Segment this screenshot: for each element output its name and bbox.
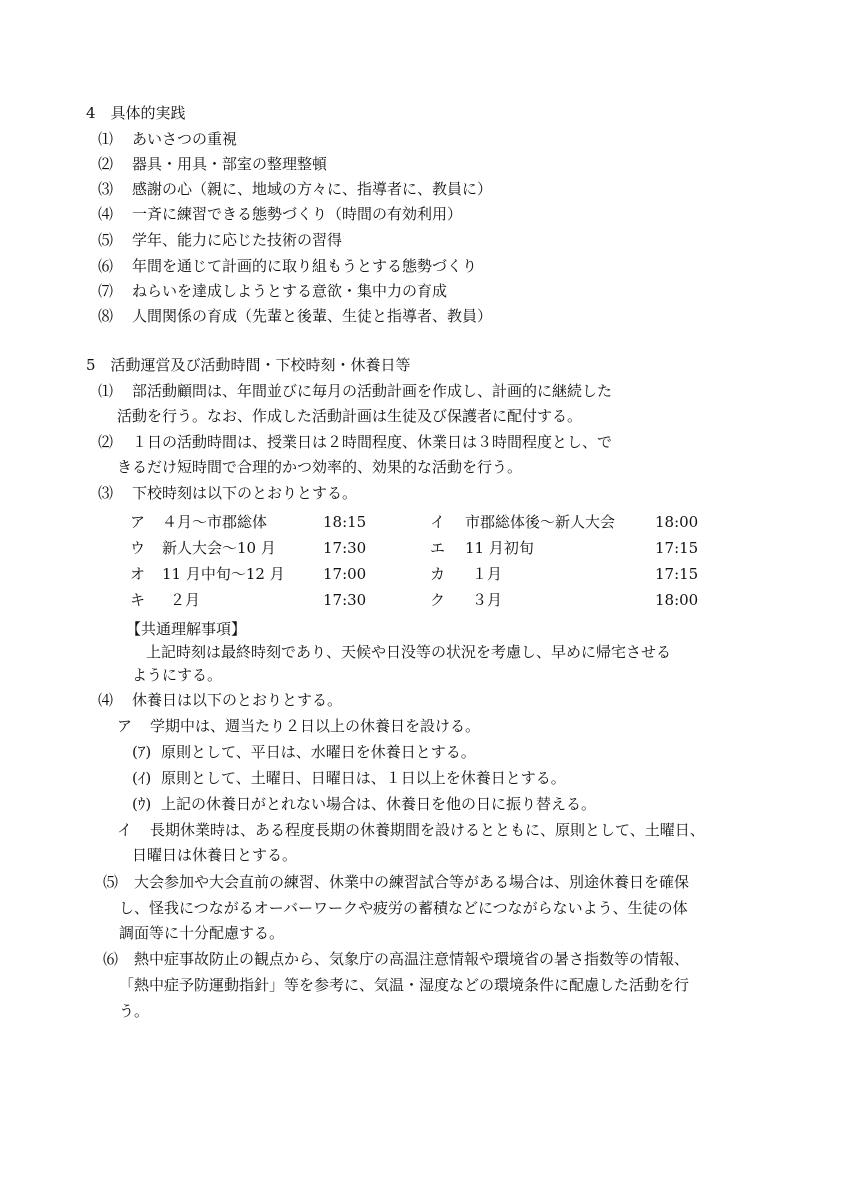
list-item-number: ⑵ (98, 155, 114, 173)
item-text: 学期中は、週当たり２日以上の休養日を設ける。 (150, 717, 481, 735)
schedule-label: ア (130, 513, 146, 531)
schedule-period: １月 (472, 565, 503, 583)
list-item: 年間を通じて計画的に取り組もうとする態勢づくり (132, 257, 478, 275)
item-label: ア (117, 717, 133, 735)
schedule-label: キ (130, 591, 146, 609)
paragraph-text: 「熱中症予防運動指針」等を参考に、気温・湿度などの環境条件に配慮した活動を行 (119, 976, 690, 994)
list-item: 人間関係の育成（先輩と後輩、生徒と指導者、教員） (132, 307, 493, 325)
note-title: 【共通理解事項】 (126, 620, 247, 638)
list-item: 器具・用具・部室の整理整頓 (132, 155, 328, 173)
list-item: あいさつの重視 (132, 130, 238, 148)
schedule-label: オ (130, 565, 146, 583)
item-text: 日曜日は休養日とする。 (132, 846, 298, 864)
schedule-time: 17:15 (655, 539, 699, 557)
sub-item-number: (ｱ) (132, 743, 152, 761)
paragraph-number: ⑷ (98, 691, 114, 709)
schedule-label: ク (430, 591, 446, 609)
schedule-time: 18:00 (655, 513, 699, 531)
schedule-time: 17:30 (323, 539, 367, 557)
schedule-period: 新人大会～10 月 (162, 539, 276, 557)
paragraph-number: ⑵ (98, 433, 114, 451)
paragraph-text: きるだけ短時間で合理的かつ効率的、効果的な活動を行う。 (117, 458, 523, 476)
paragraph-text: 活動を行う。なお、作成した活動計画は生徒及び保護者に配付する。 (117, 407, 583, 425)
list-item-number: ⑹ (98, 257, 114, 275)
sub-item-text: 原則として、平日は、水曜日を休養日とする。 (161, 743, 476, 761)
sub-item-number: (ｲ) (132, 769, 152, 787)
schedule-period: 市郡総体後～新人大会 (465, 513, 616, 531)
item-text: 長期休業時は、ある程度長期の休養期間を設けるとともに、原則として、土曜日、 (150, 821, 705, 839)
schedule-label: ウ (130, 539, 146, 557)
paragraph-text: う。 (119, 1002, 150, 1020)
schedule-period: ４月～市郡総体 (162, 513, 268, 531)
section4-heading: 4 具体的実践 (86, 104, 186, 122)
section5-heading: 5 活動運営及び活動時間・下校時刻・休養日等 (86, 356, 411, 374)
list-item-number: ⑷ (98, 205, 114, 223)
list-item-number: ⑸ (98, 231, 114, 249)
schedule-period: 11 月初旬 (465, 539, 534, 557)
schedule-period: 11 月中旬～12 月 (162, 565, 285, 583)
paragraph-text: 部活動顧問は、年間並びに毎月の活動計画を作成し、計画的に継続した (132, 382, 613, 400)
schedule-label: エ (430, 539, 446, 557)
schedule-time: 17:30 (323, 591, 367, 609)
list-item: 感謝の心（親に、地域の方々に、指導者に、教員に） (132, 180, 493, 198)
item-label: イ (117, 821, 133, 839)
sub-item-text: 原則として、土曜日、日曜日は、１日以上を休養日とする。 (161, 769, 566, 787)
sub-item-number: (ｳ) (132, 795, 152, 813)
note-text: ようにする。 (132, 666, 223, 684)
paragraph-text: 下校時刻は以下のとおりとする。 (132, 484, 358, 502)
schedule-label: イ (430, 513, 446, 531)
paragraph-text: 調面等に十分配慮する。 (119, 924, 285, 942)
paragraph-text: 熱中症事故防止の観点から、気象庁の高温注意情報や環境省の暑さ指数等の情報、 (134, 950, 690, 968)
paragraph-text: 大会参加や大会直前の練習、休業中の練習試合等がある場合は、別途休養日を確保 (134, 873, 690, 891)
list-item-number: ⑻ (98, 307, 114, 325)
list-item-number: ⑶ (98, 180, 114, 198)
list-item-number: ⑺ (98, 282, 114, 300)
schedule-time: 18:15 (323, 513, 367, 531)
list-item: ねらいを達成しようとする意欲・集中力の育成 (132, 282, 448, 300)
paragraph-number: ⑸ (103, 873, 119, 891)
note-text: 上記時刻は最終時刻であり、天候や日没等の状況を考慮し、早めに帰宅させる (146, 643, 672, 661)
schedule-time: 17:15 (655, 565, 699, 583)
list-item: 学年、能力に応じた技術の習得 (132, 231, 343, 249)
schedule-label: カ (430, 565, 446, 583)
sub-item-text: 上記の休養日がとれない場合は、休養日を他の日に振り替える。 (161, 795, 597, 813)
paragraph-text: 休養日は以下のとおりとする。 (132, 691, 343, 709)
paragraph-number: ⑴ (98, 382, 114, 400)
list-item-number: ⑴ (98, 130, 114, 148)
paragraph-text: し、怪我につながるオーバーワークや疲労の蓄積などにつながらないよう、生徒の体 (119, 899, 688, 917)
paragraph-number: ⑶ (98, 484, 114, 502)
schedule-period: ２月 (170, 591, 201, 609)
schedule-time: 18:00 (655, 591, 699, 609)
paragraph-number: ⑹ (103, 950, 119, 968)
schedule-period: ３月 (472, 591, 503, 609)
schedule-time: 17:00 (323, 565, 367, 583)
paragraph-text: １日の活動時間は、授業日は２時間程度、休業日は３時間程度とし、で (132, 433, 613, 451)
list-item: 一斉に練習できる態勢づくり（時間の有効利用） (132, 205, 463, 223)
